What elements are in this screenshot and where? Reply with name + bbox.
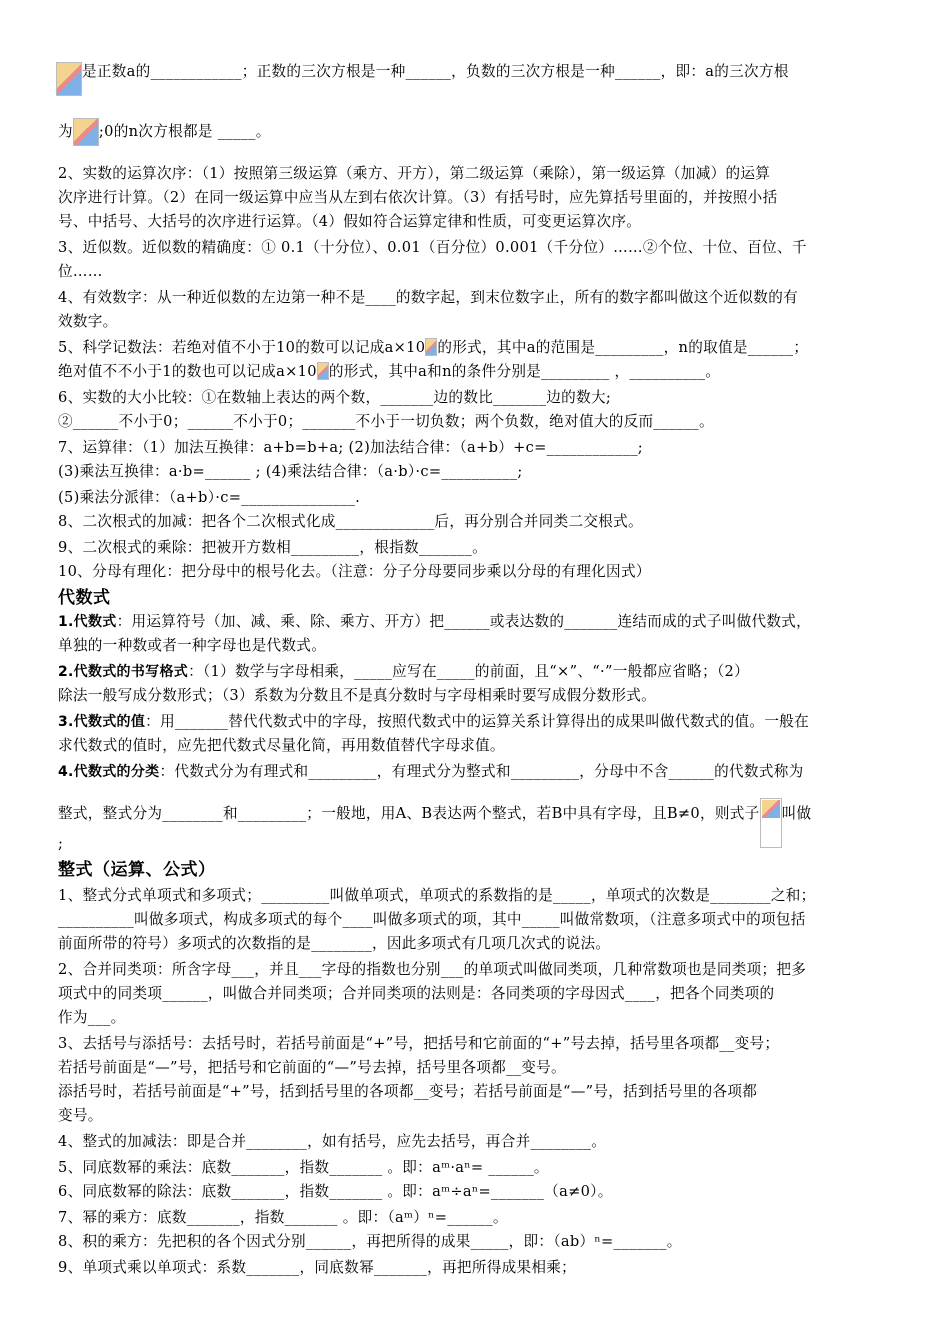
text-line: 为 ;0的n次方根都是 _____。 (58, 118, 271, 146)
text-line: 除法一般写成分数形式；（3）系数为分数且不是真分数时与字母相乘时要写成假分数形式。 (58, 687, 657, 704)
text-line: 4、整式的加减法：即是合并________，如有括号，应先去括号，再合并________。 (58, 1133, 607, 1150)
image-placeholder-icon (73, 118, 99, 146)
text-line: 1、整式分式单项式和多项式；_________叫做单项式，单项式的系数指的是_____，单项式的次数是________之和； (58, 887, 816, 904)
image-placeholder-icon (56, 62, 82, 96)
image-placeholder-icon (425, 338, 437, 356)
text-line: 7、幂的乘方：底数_______，指数_______ 。即：（aᵐ）ⁿ=______。 (58, 1209, 508, 1226)
text-line: 9、单项式乘以单项式：系数_______，同底数幂_______，再把所得成果相乘； (58, 1259, 577, 1276)
text-line: 3、近似数。近似数的精确度：① 0.1（十分位）、0.01（百分位）0.001（千分位）……②个位、十位、百位、千 (58, 239, 807, 256)
text-line: 作为___。 (58, 1009, 126, 1026)
text-line: ②______不小于0；______不小于0；_______不小于一切负数；两个负数，绝对值大的反而______。 (58, 413, 714, 430)
fraction-image-icon (760, 798, 782, 848)
text-line: 效数字。 (58, 313, 118, 330)
text-line: 若括号前面是“—”号，把括号和它前面的“—”号去掉，括号里各项都__变号。 (58, 1059, 566, 1076)
text-line: 次序进行计算。（2）在同一级运算中应当从左到右依次计算。（3）有括号时，应先算括号里面的，并按照小括 (58, 189, 778, 206)
text-line: 3.代数式的值：用_______替代代数式中的字母，按照代数式中的运算关系计算得出的成果叫做代数式的值。一般在 (58, 713, 809, 730)
image-placeholder-icon (317, 362, 329, 380)
text-line: 6、同底数幂的除法：底数_______，指数_______ 。即：aᵐ÷aⁿ=_______（a≠0）。 (58, 1183, 613, 1200)
text-line: 2.代数式的书写格式：（1）数学与字母相乘，_____应写在_____的前面，且“×”、“·”一般都应省略；（2） (58, 663, 750, 680)
text-line: 前面所带的符号）多项式的次数指的是________，因此多项式有几项几次式的说法。 (58, 935, 611, 952)
text-line: 10、分母有理化：把分母中的根号化去。（注意：分子分母要同步乘以分母的有理化因式） (58, 563, 651, 580)
text-line: 2、实数的运算次序：（1）按照第三级运算（乘方、开方），第二级运算（乘除），第一级运算（加减）的运算 (58, 165, 771, 182)
text-line: 绝对值不不小于1的数也可以记成a×10 的形式，其中a和n的条件分别是_________ ，__________。 (58, 363, 721, 380)
section-heading: 代数式 (58, 588, 111, 608)
text-line: 5、同底数幂的乘法：底数_______，指数_______ 。即：aᵐ·aⁿ= ______。 (58, 1159, 549, 1176)
text-line: 位…… (58, 263, 103, 280)
text-line: 是正数a的____________；正数的三次方根是一种______，负数的三次方根是一种______，即：a的三次方根 (56, 62, 789, 96)
section-heading: 整式（运算、公式） (58, 860, 216, 880)
text-line: __________叫做多项式，构成多项式的每个____叫做多项式的项，其中_____叫做常数项，（注意多项式中的项包括 (58, 911, 806, 928)
text-line: 单独的一种数或者一种字母也是代数式。 (58, 637, 327, 654)
text-line: (3)乘法互换律：a·b=______ ; (4)乘法结合律：（a·b）·c=__________; (58, 463, 523, 480)
text-line: 求代数式的值时，应先把代数式尽量化简，再用数值替代字母求值。 (58, 737, 505, 754)
text-line: 3、去括号与添括号：去括号时，若括号前面是“+”号，把括号和它前面的“+”号去掉，括号里各项都__变号； (58, 1035, 780, 1052)
text-line: 5、科学记数法：若绝对值不小于10的数可以记成a×10 的形式，其中a的范围是_________，n的取值是______； (58, 339, 809, 356)
text-line: 8、二次根式的加减：把各个二次根式化成_____________后，再分别合并同类二交根式。 (58, 513, 643, 530)
text-line: 7、运算律：（1）加法互换律：a+b=b+a; (2)加法结合律：（a+b）+c=____________; (58, 439, 644, 456)
text-line: (5)乘法分派律：（a+b）·c=_______________. (58, 489, 361, 506)
text-line: 项式中的同类项______，叫做合并同类项；合并同类项的法则是：各同类项的字母因式____，把各个同类项的 (58, 985, 775, 1002)
text-line: 1.代数式：用运算符号（加、减、乘、除、乘方、开方）把______或表达数的_______连结而成的式子叫做代数式， (58, 613, 812, 630)
text-line: 变号。 (58, 1107, 103, 1124)
text-line: 4、有效数字：从一种近似数的左边第一种不是____的数字起，到末位数字止，所有的数字都叫做这个近似数的有 (58, 289, 798, 306)
text-line: 8、积的乘方：先把积的各个因式分别______，再把所得的成果_____，即：（ab）ⁿ=_______。 (58, 1233, 682, 1250)
text-line: 9、二次根式的乘除：把被开方数相_________，根指数_______。 (58, 539, 488, 556)
text-line: 2、合并同类项：所含字母___，并且___字母的指数也分别___的单项式叫做同类项，几种常数项也是同类项；把多 (58, 961, 807, 978)
text-line: 添括号时，若括号前面是“+”号，括到括号里的各项都__变号；若括号前面是“—”号，括到括号里的各项都 (58, 1083, 758, 1100)
text-line: ; (58, 835, 64, 852)
text-line: 6、实数的大小比较：①在数轴上表达的两个数，_______边的数比_______边的数大; (58, 389, 612, 406)
text-line: 整式，整式分为________和_________；一般地，用A、B表达两个整式，若B中具有字母，且B≠0，则式子 叫做 (58, 798, 811, 848)
text-line: 4.代数式的分类：代数式分为有理式和_________，有理式分为整式和_________，分母中不含______的代数式称为 (58, 763, 804, 780)
text-line: 号、中括号、大括号的次序进行运算。（4）假如符合运算定律和性质，可变更运算次序。 (58, 213, 642, 230)
